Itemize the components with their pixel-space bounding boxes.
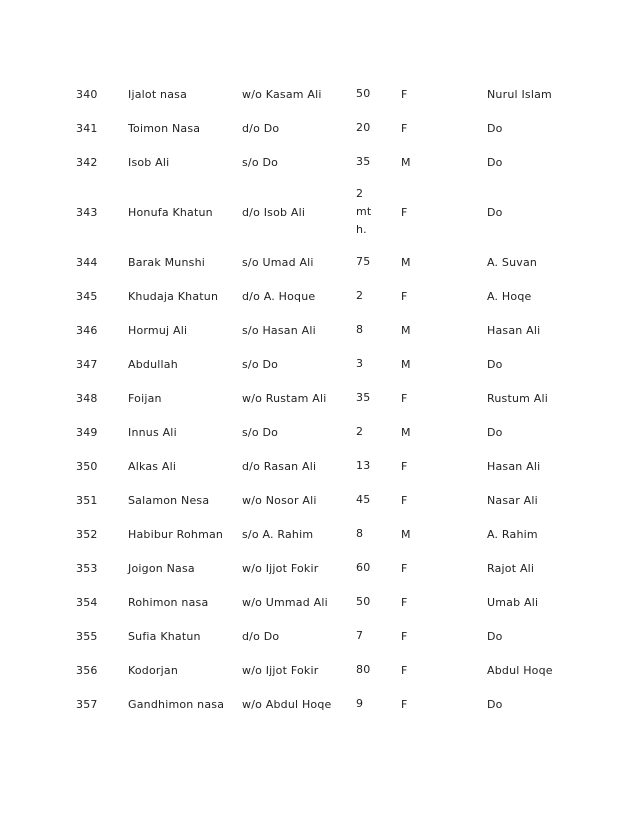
serial-number-cell: 352 (76, 527, 98, 541)
guardian-cell: A. Suvan (487, 255, 538, 269)
guardian-cell: A. Hoqe (487, 289, 532, 303)
person-name-cell: Joigon Nasa (128, 561, 195, 575)
guardian-cell: Do (487, 697, 503, 711)
guardian-cell: Do (487, 425, 503, 439)
sex-cell: M (401, 527, 411, 541)
relation-cell: w/o Ummad Ali (242, 595, 328, 609)
guardian-cell: Do (487, 121, 503, 135)
table-row (68, 415, 576, 449)
age-cell: 50 (356, 595, 371, 608)
serial-number-cell: 343 (76, 205, 98, 219)
person-name-cell: Gandhimon nasa (128, 697, 225, 711)
guardian-cell: Do (487, 205, 503, 219)
person-name-cell: Barak Munshi (128, 255, 206, 269)
serial-number-cell: 354 (76, 595, 98, 609)
table-row (68, 179, 576, 245)
person-name-cell: Innus Ali (128, 425, 177, 439)
table-row (68, 245, 576, 279)
age-cell: 7 (356, 629, 364, 642)
sex-cell: M (401, 255, 411, 269)
person-name-cell: Habibur Rohman (128, 527, 224, 541)
table-row (68, 449, 576, 483)
sex-cell: F (401, 205, 408, 219)
guardian-cell: Do (487, 357, 503, 371)
age-cell: 8 (356, 527, 364, 540)
guardian-cell: Hasan Ali (487, 459, 541, 473)
sex-cell: F (401, 697, 408, 711)
serial-number-cell: 353 (76, 561, 98, 575)
relation-cell: d/o Do (242, 121, 280, 135)
person-name-cell: Alkas Ali (128, 459, 177, 473)
age-cell: 45 (356, 493, 371, 506)
age-line: 2 (356, 187, 364, 200)
serial-number-cell: 342 (76, 155, 98, 169)
person-name-cell: Toimon Nasa (128, 121, 201, 135)
relation-cell: s/o Umad Ali (242, 255, 314, 269)
table-row (68, 551, 576, 585)
sex-cell: F (401, 87, 408, 101)
table-row (68, 381, 576, 415)
records-table (68, 77, 576, 721)
records-table-body (68, 77, 576, 721)
sex-cell: F (401, 493, 408, 507)
relation-cell: w/o Rustam Ali (242, 391, 327, 405)
age-cell: 60 (356, 561, 371, 574)
relation-cell: s/o Do (242, 425, 279, 439)
sex-cell: M (401, 357, 411, 371)
serial-number-cell: 341 (76, 121, 98, 135)
serial-number-cell: 355 (76, 629, 98, 643)
table-row (68, 111, 576, 145)
sex-cell: F (401, 289, 408, 303)
sex-cell: F (401, 391, 408, 405)
person-name-cell: Khudaja Khatun (128, 289, 219, 303)
relation-cell: d/o A. Hoque (242, 289, 316, 303)
age-cell: 9 (356, 697, 364, 710)
relation-cell: s/o Do (242, 357, 279, 371)
table-row (68, 279, 576, 313)
person-name-cell: Isob Ali (128, 155, 170, 169)
serial-number-cell: 348 (76, 391, 98, 405)
age-cell: 35 (356, 155, 371, 168)
age-cell: 3 (356, 357, 364, 370)
age-line: mt (356, 205, 372, 218)
serial-number-cell: 347 (76, 357, 98, 371)
sex-cell: F (401, 561, 408, 575)
guardian-cell: Umab Ali (487, 595, 539, 609)
relation-cell: w/o Abdul Hoqe (242, 697, 332, 711)
table-row (68, 653, 576, 687)
age-cell: 2 (356, 425, 364, 438)
serial-number-cell: 349 (76, 425, 98, 439)
guardian-cell: Hasan Ali (487, 323, 541, 337)
sex-cell: M (401, 425, 411, 439)
age-cell (356, 179, 401, 245)
guardian-cell: Rustum Ali (487, 391, 548, 405)
age-cell: 80 (356, 663, 371, 676)
guardian-cell: Nasar Ali (487, 493, 538, 507)
serial-number-cell: 357 (76, 697, 98, 711)
age-cell: 75 (356, 255, 371, 268)
guardian-cell: Rajot Ali (487, 561, 535, 575)
age-cell: 35 (356, 391, 371, 404)
age-cell: 13 (356, 459, 371, 472)
serial-number-cell: 345 (76, 289, 98, 303)
table-row (68, 145, 576, 179)
sex-cell: F (401, 629, 408, 643)
relation-cell: w/o Ijjot Fokir (242, 663, 319, 677)
serial-number-cell: 344 (76, 255, 98, 269)
table-row (68, 687, 576, 721)
person-name-cell: Salamon Nesa (128, 493, 210, 507)
person-name-cell: Rohimon nasa (128, 595, 209, 609)
relation-cell: s/o Hasan Ali (242, 323, 316, 337)
person-name-cell: Ijalot nasa (128, 87, 188, 101)
relation-cell: d/o Isob Ali (242, 205, 306, 219)
age-line: h. (356, 223, 367, 236)
table-row (68, 313, 576, 347)
table-row (68, 585, 576, 619)
table-row (68, 517, 576, 551)
relation-cell: d/o Rasan Ali (242, 459, 317, 473)
relation-cell: s/o A. Rahim (242, 527, 314, 541)
relation-cell: w/o Nosor Ali (242, 493, 317, 507)
table-row (68, 619, 576, 653)
guardian-cell: Do (487, 629, 503, 643)
sex-cell: M (401, 155, 411, 169)
person-name-cell: Kodorjan (128, 663, 178, 677)
guardian-cell: A. Rahim (487, 527, 538, 541)
table-row (68, 347, 576, 381)
relation-cell: w/o Kasam Ali (242, 87, 322, 101)
table-row (68, 483, 576, 517)
sex-cell: M (401, 323, 411, 337)
person-name-cell: Abdullah (128, 357, 178, 371)
person-name-cell: Sufia Khatun (128, 629, 201, 643)
age-wrapped-text (356, 185, 401, 239)
relation-cell: s/o Do (242, 155, 279, 169)
table-row (68, 77, 576, 111)
person-name-cell: Hormuj Ali (128, 323, 188, 337)
sex-cell: F (401, 595, 408, 609)
person-name-cell: Foijan (128, 391, 162, 405)
sex-cell: F (401, 121, 408, 135)
guardian-cell: Nurul Islam (487, 87, 552, 101)
person-name-cell: Honufa Khatun (128, 205, 213, 219)
relation-cell: w/o Ijjot Fokir (242, 561, 319, 575)
age-cell: 20 (356, 121, 371, 134)
guardian-cell: Abdul Hoqe (487, 663, 553, 677)
guardian-cell: Do (487, 155, 503, 169)
sex-cell: F (401, 459, 408, 473)
age-cell: 50 (356, 87, 371, 100)
sex-cell: F (401, 663, 408, 677)
serial-number-cell: 356 (76, 663, 98, 677)
serial-number-cell: 346 (76, 323, 98, 337)
age-cell: 2 (356, 289, 364, 302)
serial-number-cell: 340 (76, 87, 98, 101)
age-cell: 8 (356, 323, 364, 336)
serial-number-cell: 351 (76, 493, 98, 507)
serial-number-cell: 350 (76, 459, 98, 473)
relation-cell: d/o Do (242, 629, 280, 643)
